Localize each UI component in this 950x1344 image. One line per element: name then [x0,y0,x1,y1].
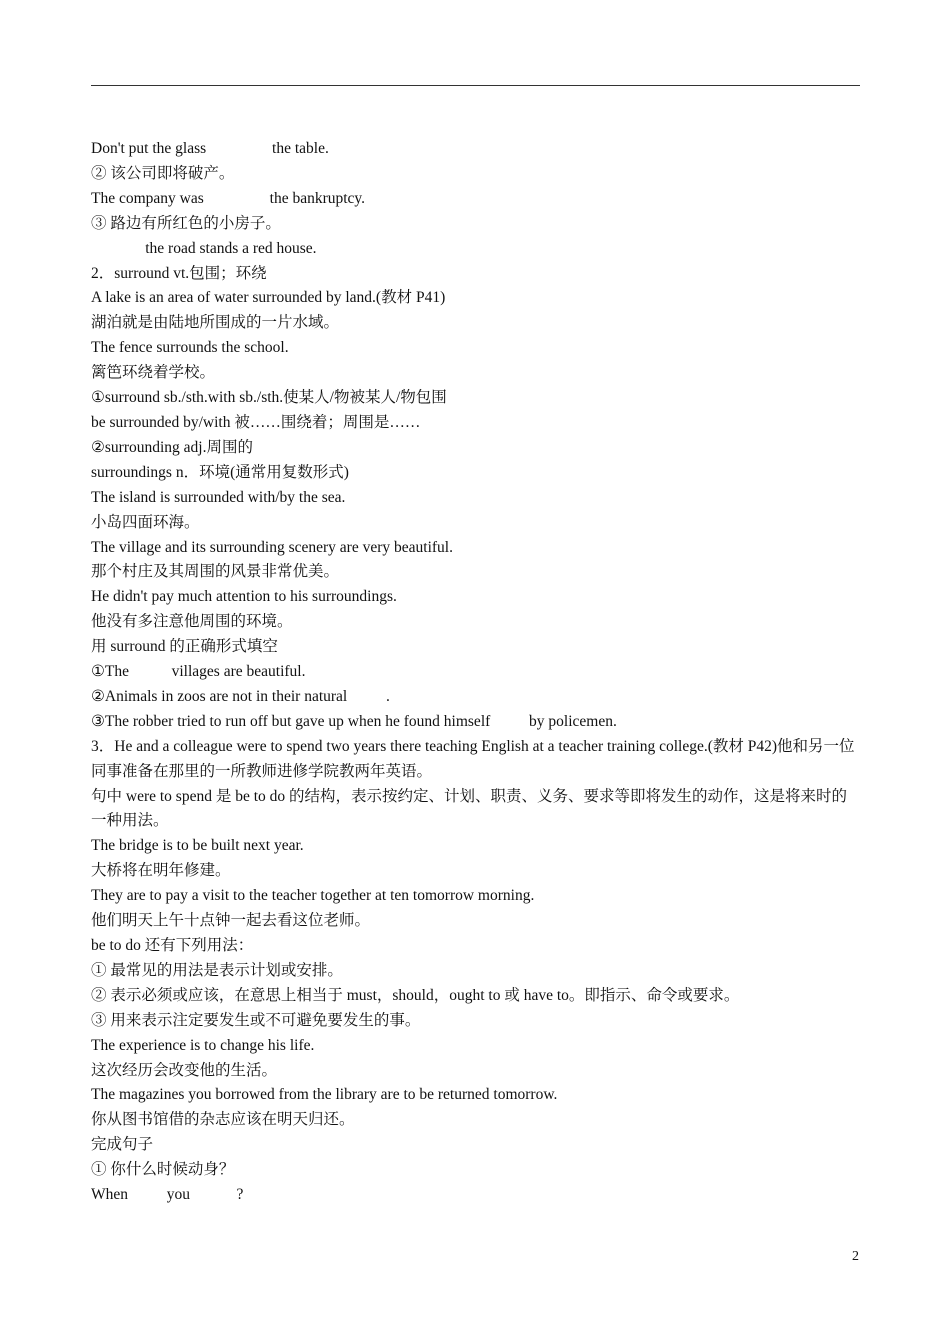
exercise-heading: 用 surround 的正确形式填空 [91,638,278,656]
text-line: 那个村庄及其周围的风景非常优美。 [91,563,340,581]
text-line: ③ 用来表示注定要发生或不可避免要发生的事。 [91,1011,421,1029]
text-line: They are to pay a visit to the teacher together at ten tomorrow morning. [91,887,535,905]
text-line: The magazines you borrowed from the library are to be returned tomorrow. [91,1086,558,1104]
text-line: The experience is to change his life. [91,1036,315,1054]
exercise-item: ①The villages are beautiful. [91,663,306,681]
text-line: The company was the bankruptcy. [91,189,366,207]
text-line: ② 该公司即将破产。 [91,164,235,182]
text-line: The fence surrounds the school. [91,339,289,357]
text-line: be surrounded by/with 被……围绕着；周围是…… [91,413,421,431]
exercise-item: ③The robber tried to run off but gave up when he found himself by policemen. [91,712,617,730]
text-line: 篱笆环绕着学校。 [91,364,216,382]
exercise-item: ① 你什么时候动身？ [91,1161,235,1179]
text-line: ②surrounding adj.周围的 [91,438,253,456]
text-line: The bridge is to be built next year. [91,837,304,855]
text-line: The village and its surrounding scenery are very beautiful. [91,538,453,556]
section-heading: 2．surround vt.包围；环绕 [91,264,267,282]
text-line: 句中 were to spend 是 be to do 的结构，表示按约定、计划、职责、义务、要求等即将发生的动作，这是将来时的一种用法。 [91,787,848,830]
text-line: A lake is an area of water surrounded by land.(教材 P41) [91,289,446,307]
text-line: ② 表示必须或应该，在意思上相当于 must，should，ought to 或 have to。即指示、命令或要求。 [91,986,740,1004]
text-line: Don't put the glass the table. [91,140,329,157]
header-rule [91,85,860,86]
exercise-item: When you ? [91,1186,244,1204]
document-body [91,137,861,1208]
text-line: 他们明天上午十点钟一起去看这位老师。 [91,912,371,930]
text-line: 这次经历会改变他的生活。 [91,1061,278,1079]
text-line: ① 最常见的用法是表示计划或安排。 [91,961,343,979]
text-line: 你从图书馆借的杂志应该在明天归还。 [91,1111,355,1129]
exercise-item: ②Animals in zoos are not in their natural . [91,687,390,705]
text-line: 他没有多注意他周围的环境。 [91,613,293,631]
exercise-heading: 完成句子 [91,1136,154,1154]
text-line: 湖泊就是由陆地所围成的一片水域。 [91,314,340,332]
text-line: He didn't pay much attention to his surroundings. [91,588,397,606]
text-line: 小岛四面环海。 [91,513,200,531]
page-number: 2 [852,1249,859,1264]
text-line: be to do 还有下列用法： [91,937,254,954]
text-line: ③ 路边有所红色的小房子。 [91,214,281,232]
section-heading: 3．He and a colleague were to spend two years there teaching English at a teacher training college.(教材 P42)他和另一位同事准备在那里的一所教师进修学院教两年英语。 [91,737,855,780]
text-line: 大桥将在明年修建。 [91,862,231,880]
text-line: The island is surrounded with/by the sea. [91,488,346,506]
text-line: the road stands a red house. [91,239,317,257]
text-line: ①surround sb./sth.with sb./sth.使某人/物被某人/物包围 [91,389,447,407]
text-line: surroundings n．环境(通常用复数形式) [91,463,349,481]
